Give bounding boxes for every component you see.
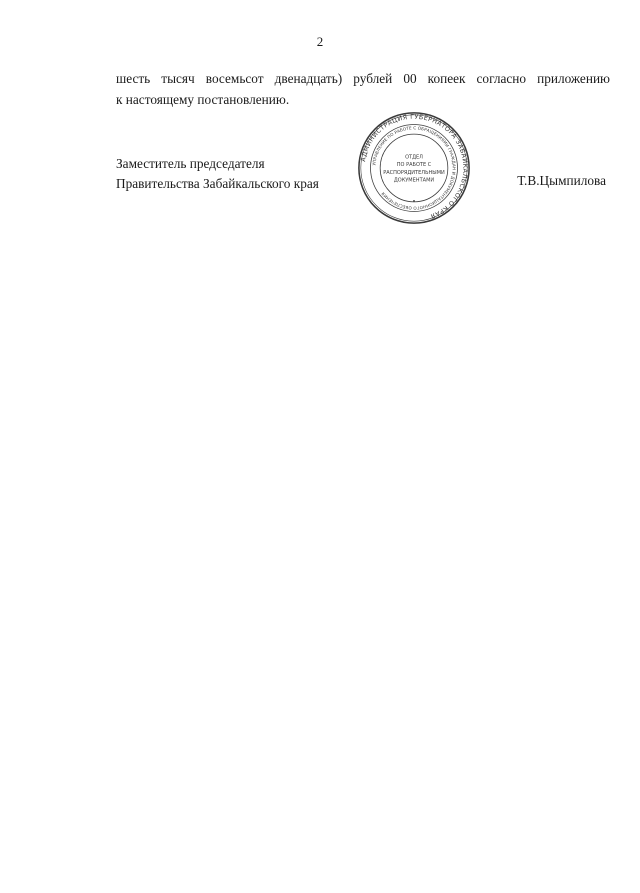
seal-dot (413, 200, 415, 202)
seal-center-line-3: РАСПОРЯДИТЕЛЬНЫМИ (383, 169, 445, 176)
seal-center-line-2: ПО РАБОТЕ С (396, 162, 432, 169)
seal-center-line-4: ДОКУМЕНТАМИ (393, 177, 435, 184)
body-paragraph (116, 68, 610, 110)
official-seal-stamp (356, 110, 472, 226)
seal-inner-text: УПРАВЛЕНИЕ ПО РАБОТЕ С ОБРАЩЕНИЯМИ ГРАЖДАН И ДОКУМЕНТАЦИОННОГО ОБЕСПЕЧЕНИЯ (371, 125, 457, 211)
signer-position-line-1: Заместитель председателя (116, 156, 265, 171)
signer-name: Т.В.Цымпилова (517, 173, 606, 188)
seal-center-text (383, 154, 445, 183)
seal-outer-text: АДМИНИСТРАЦИЯ ГУБЕРНАТОРА ЗАБАЙКАЛЬСКОГО КРАЯ (359, 112, 470, 221)
signer-position-line-2: Правительства Забайкальского края (116, 176, 319, 191)
page-number: 2 (316, 34, 324, 49)
signer-position (116, 154, 319, 194)
body-line-1: шесть тысяч восемьсот двенадцать) рублей 00 копеек согласно приложению (116, 71, 610, 86)
body-line-2: к настоящему постановлению. (116, 92, 290, 107)
seal-center-line-1: ОТДЕЛ (405, 154, 423, 161)
